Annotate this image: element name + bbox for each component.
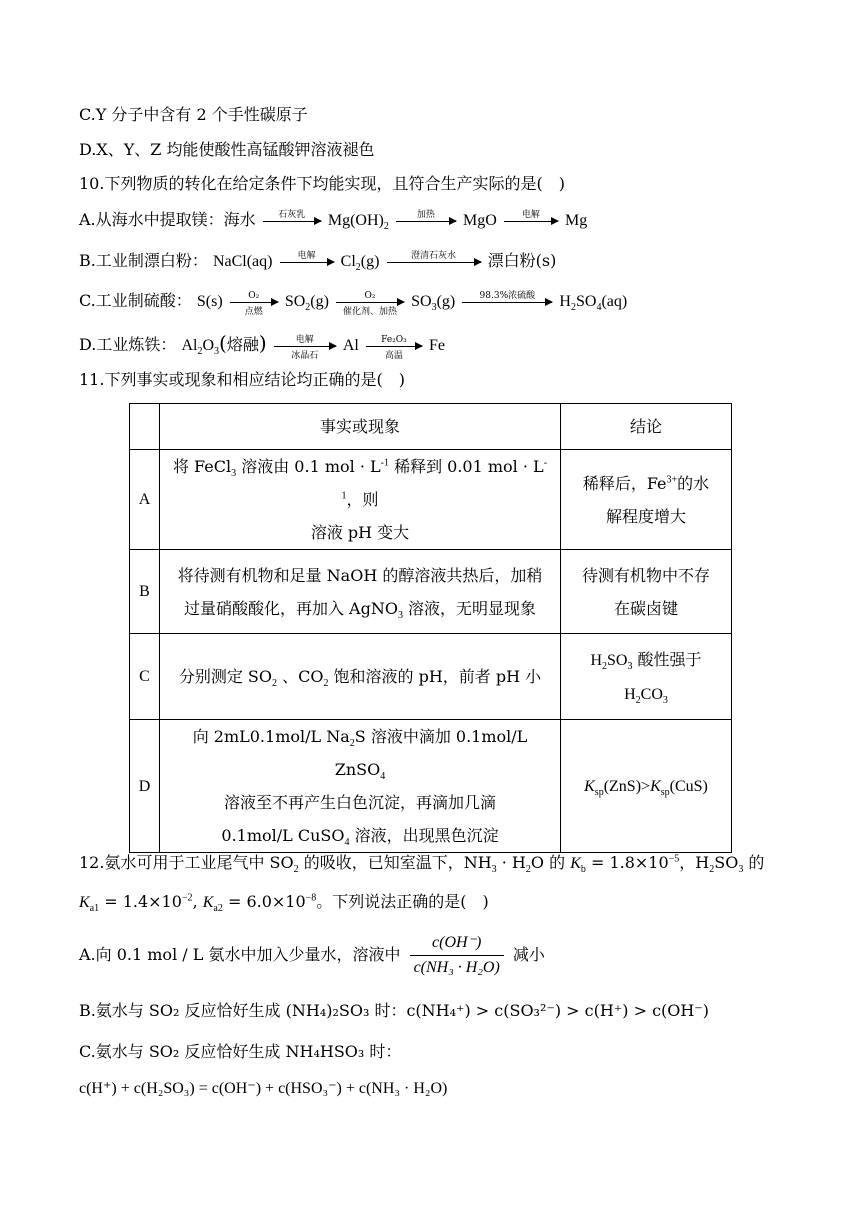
table-row [130,720,732,853]
q12-option-c-line2: c(H⁺) + c(H₂SO₃) = c(OH⁻) + c(HSO₃⁻) + c(NH₃ · H₂O) [79,1080,448,1097]
reaction-arrow: 加热 [396,219,456,222]
reaction-arrow: 电解 冰晶石 [274,344,336,347]
reaction-arrow: 石灰乳 [263,219,321,222]
fact-cell: 向 2mL0.1mol/L $Na_2S$ 溶液中滴加 0.1mol/L ZnSO$_4$ 溶液至不再产生白色沉淀，再滴加几滴 0.1mol/L CuSO$_4$ 溶液，出现黑色沉淀 [160,720,561,853]
row-label: A [130,450,160,550]
row-label: B [130,550,160,634]
table-header-cell [130,404,160,450]
q11-stem: 11.下列事实或现象和相应结论均正确的是( ) [79,370,405,389]
table-header-row [130,404,732,450]
q10-option-d: D.工业炼铁： $Al_2O_3$(熔融) 电解 冰晶石 Al Fe₂O₃ 高温 Fe [79,331,446,361]
conclusion-cell: $H_2SO_3$ 酸性强于 $H_2CO_3$ [561,634,732,720]
q10-stem: 10.下列物质的转化在给定条件下均能实现，且符合生产实际的是( ) [79,174,565,193]
table-row [130,550,732,634]
reaction-arrow: 澄清石灰水 [387,260,481,263]
fact-cell: 分别测定 $SO_2$ 、$CO_2$ 饱和溶液的 pH，前者 pH 小 [160,634,561,720]
table-header-cell: 结论 [561,404,732,450]
q9-option-c: C.Y 分子中含有 2 个手性碳原子 [79,105,308,124]
row-label: D [130,720,160,853]
fact-cell: 将 FeCl$_3$ 溶液由 0.1 mol · $L^{-1}$ 稀释到 0.01 mol · $L^{-1}$，则 溶液 pH 变大 [160,450,561,550]
reaction-arrow: 电解 [280,260,334,263]
reaction-arrow: 98.3%浓硫酸 [462,300,552,303]
fact-cell: 将待测有机物和足量 NaOH 的醇溶液共热后，加稍 过量硝酸酸化，再加入 AgNO$_3$ 溶液，无明显现象 [160,550,561,634]
reaction-arrow: O₂ 催化剂、加热 [336,300,404,303]
conclusion-cell: 稀释后，$Fe^{3+}$的水 解程度增大 [561,450,732,550]
table-row [130,634,732,720]
q12-option-b: B.氨水与 SO₂ 反应恰好生成 (NH₄)₂SO₃ 时：c(NH₄⁺) > c(SO₃²⁻) > c(H⁺) > c(OH⁻) [79,1001,710,1020]
q11-table [129,403,732,853]
conclusion-cell: $K_{sp}(ZnS)>K_{sp}(CuS)$ [561,720,732,853]
q10-a-prefix: A.从海水中提取镁：海水 [79,210,256,229]
row-label: C [130,634,160,720]
q10-option-a: A.从海水中提取镁：海水 石灰乳 $Mg(OH)_2$ 加热 MgO 电解 Mg [79,210,588,233]
q12-stem-line2: $K_{a1} = 1.4\times 10^{-2}$, $K_{a2} = 6.0\times 10^{-8}$。下列说法正确的是( ) [79,892,489,915]
q12-option-c-line1: C.氨水与 SO₂ 反应恰好生成 NH₄HSO₃ 时： [79,1042,402,1061]
reaction-arrow: 电解 [504,219,558,222]
table-header-cell: 事实或现象 [160,404,561,450]
q12-stem-line1: 12.氨水可用于工业尾气中 $SO_2$ 的吸收，已知室温下，$NH_3 \cdot H_2O$ 的 $K_b = 1.8\times 10^{-5}$，$H_2SO_3$ 的 [79,853,765,876]
reaction-arrow: O₂ 点燃 [230,300,278,303]
q10-option-b: B.工业制漂白粉： NaCl(aq) 电解 $Cl_2(g)$ 澄清石灰水 漂白粉(s) [79,251,557,274]
conclusion-cell: 待测有机物中不存 在碳卤键 [561,550,732,634]
q9-option-d: D.X、Y、Z 均能使酸性高锰酸钾溶液褪色 [79,140,375,159]
q10-option-c: C.工业制硫酸： S(s) O₂ 点燃 $SO_2(g)$ O₂ 催化剂、加热 $SO_3(g)$ 98.3%浓硫酸 $H_2SO_4(aq)$ [79,291,628,317]
table-row [130,450,732,550]
q12-option-a: A.向 0.1 mol / L 氨水中加入少量水，溶液中 $\frac{c(OH^-)}{\text{c(NH₃ · H₂O)}}$ 减小 [79,930,545,980]
fraction: $\frac{c(OH^-)}{\text{c(NH₃ · H₂O)}}$ [410,931,504,980]
reaction-arrow: Fe₂O₃ 高温 [366,344,422,347]
